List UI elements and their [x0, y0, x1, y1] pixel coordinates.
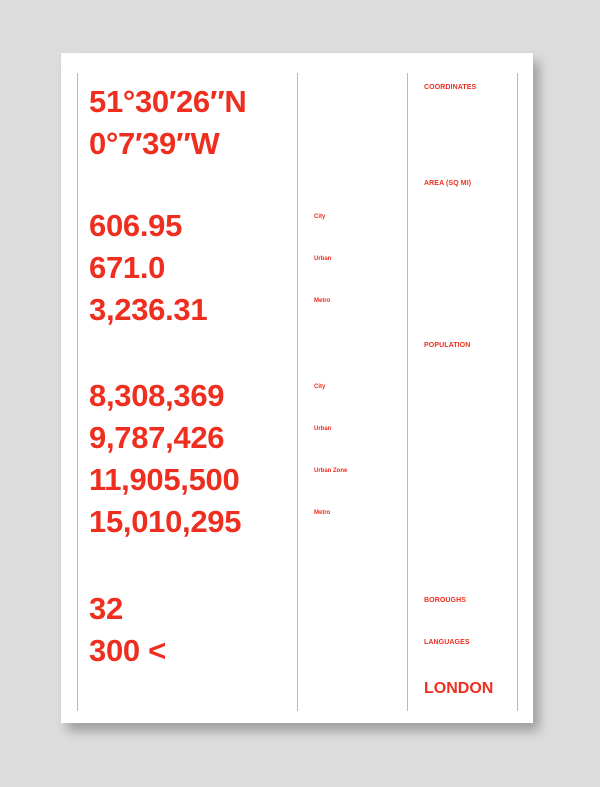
- city-name: LONDON: [424, 680, 494, 697]
- population-city-value: 8,308,369: [89, 378, 225, 413]
- category-area: AREA (SQ MI): [424, 180, 472, 187]
- sublabel-population-urban: Urban: [314, 426, 332, 432]
- longitude-value: 0°7′39″W: [89, 126, 220, 161]
- category-population: POPULATION: [424, 342, 471, 349]
- sublabel-area-city: City: [314, 214, 326, 220]
- category-boroughs: BOROUGHS: [424, 597, 467, 604]
- languages-value: 300 <: [89, 633, 166, 668]
- population-urban-zone-value: 11,905,500: [89, 462, 240, 497]
- latitude-value: 51°30′26″N: [89, 84, 247, 119]
- category-languages: LANGUAGES: [424, 639, 470, 646]
- boroughs-value: 32: [89, 591, 123, 626]
- sublabel-area-urban: Urban: [314, 256, 332, 262]
- column-rule-left: [77, 73, 78, 711]
- sublabel-population-city: City: [314, 384, 326, 390]
- sublabel-population-metro: Metro: [314, 510, 331, 516]
- column-rule-right-a: [407, 73, 408, 711]
- column-rule-middle: [297, 73, 298, 711]
- sublabel-population-urban-zone: Urban Zone: [314, 468, 348, 474]
- population-urban-value: 9,787,426: [89, 420, 225, 455]
- population-metro-value: 15,010,295: [89, 504, 242, 539]
- poster: [61, 53, 533, 723]
- sublabel-area-metro: Metro: [314, 298, 331, 304]
- area-city-value: 606.95: [89, 208, 183, 243]
- column-rule-right-b: [517, 73, 518, 711]
- category-coordinates: COORDINATES: [424, 84, 477, 91]
- area-metro-value: 3,236.31: [89, 292, 208, 327]
- area-urban-value: 671.0: [89, 250, 166, 285]
